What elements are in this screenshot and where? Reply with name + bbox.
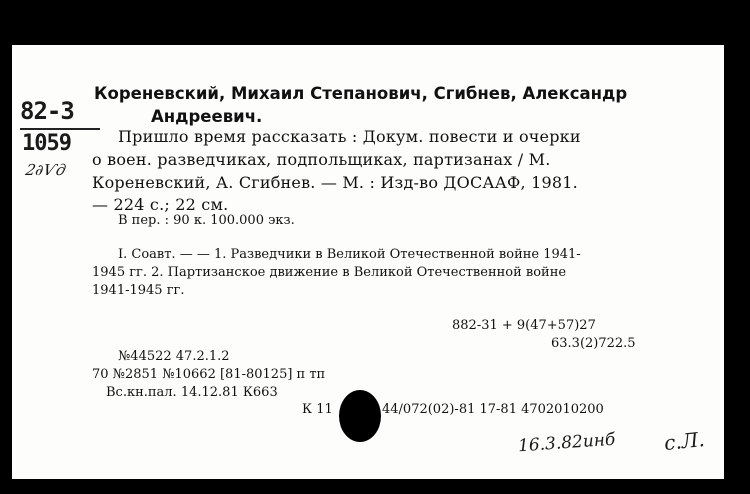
udc-classification: 882-31 + 9(47+57)27 bbox=[452, 318, 596, 333]
book-chamber-number: №44522 47.2.1.2 bbox=[118, 349, 230, 364]
handwritten-initials: с.Л. bbox=[662, 426, 706, 456]
punch-hole bbox=[339, 390, 381, 442]
isbn-line-left: К 11 bbox=[302, 402, 333, 417]
handwritten-call-number: 82-3 bbox=[20, 97, 74, 125]
handwritten-inventory-number: 1059 bbox=[22, 131, 71, 156]
price-line: В пер. : 90 к. 100.000 экз. bbox=[118, 213, 295, 228]
tracing-line-2: 1945 гг. 2. Партизанское движение в Великой Отечественной войне bbox=[92, 265, 567, 280]
card-date-line: Вс.кн.пал. 14.12.81 К663 bbox=[106, 385, 278, 400]
title-line-1: Пришло время рассказать : Докум. повести и очерки bbox=[118, 127, 581, 146]
tracing-line-3: 1941-1945 гг. bbox=[92, 283, 185, 298]
tracing-line-1: I. Соавт. — — 1. Разведчики в Великой Отечественной войне 1941- bbox=[118, 247, 581, 262]
handwritten-shelf-mark: 2∂Ѵд bbox=[24, 161, 68, 179]
call-number-underline bbox=[20, 128, 100, 130]
catalog-card bbox=[12, 45, 724, 479]
handwritten-date-note: 16.3.82инб bbox=[517, 429, 617, 457]
authors-heading-continued: Андреевич. bbox=[151, 107, 263, 126]
title-line-2: о воен. разведчиках, подпольщиках, партизанах / М. bbox=[92, 150, 551, 169]
isbn-line-right: 44/072(02)-81 17-81 4702010200 bbox=[382, 402, 604, 417]
bbk-classification: 63.3(2)722.5 bbox=[551, 336, 636, 351]
order-line: 70 №2851 №10662 [81-80125] п тп bbox=[92, 367, 326, 382]
collation-line: — 224 с.; 22 см. bbox=[92, 195, 229, 214]
imprint-line: Кореневский, А. Сгибнев. — М. : Изд-во ДОСААФ, 1981. bbox=[92, 173, 578, 192]
authors-heading: Кореневский, Михаил Степанович, Сгибнев, Александр bbox=[94, 84, 628, 103]
